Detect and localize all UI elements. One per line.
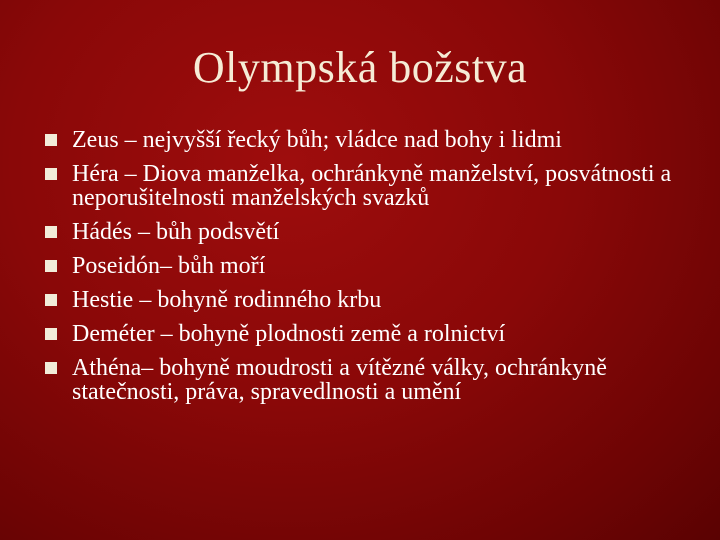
bullet-text: Hestie – bohyně rodinného krbu [72,287,382,313]
square-bullet-icon [45,362,57,374]
bullet-item-hestie [44,288,684,312]
square-bullet-icon [45,294,57,306]
bullet-item-zeus [44,128,684,152]
square-bullet-icon [45,328,57,340]
bullet-item-hera [44,162,684,210]
slide-title: Olympská božstva [192,43,528,92]
bullet-list [44,128,684,414]
square-bullet-icon [45,168,57,180]
bullet-text: Athéna– bohyně moudrosti a vítězné války, ochránkyně statečnosti, práva, spravedlnosti a umění [72,355,607,405]
bullet-item-demeter [44,322,684,346]
bullet-text: Zeus – nejvyšší řecký bůh; vládce nad bohy i lidmi [72,127,562,153]
square-bullet-icon [45,260,57,272]
bullet-text: Hádés – bůh podsvětí [72,219,280,245]
bullet-text: Poseidón– bůh moří [72,253,266,279]
square-bullet-icon [45,226,57,238]
bullet-item-poseidon [44,254,684,278]
square-bullet-icon [45,134,57,146]
bullet-item-athena [44,356,684,404]
bullet-text: Deméter – bohyně plodnosti země a rolnictví [72,321,506,347]
bullet-text: Héra – Diova manželka, ochránkyně manželství, posvátnosti a neporušitelnosti manželských svazků [72,161,672,211]
bullet-item-hades [44,220,684,244]
